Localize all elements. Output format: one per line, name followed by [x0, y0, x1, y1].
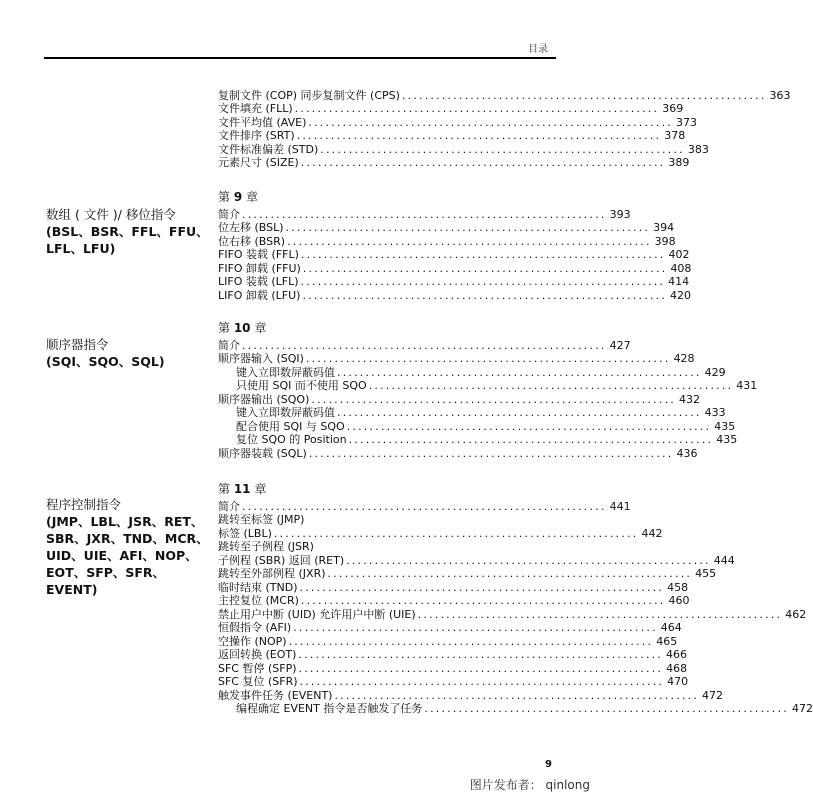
toc-row[interactable]: 配合使用 SQI 与 SQO ................................................................ 435 [236, 419, 736, 433]
section-subheading: (SQI、SQO、SQL) [46, 354, 165, 369]
toc-block-ch10 [218, 338, 758, 460]
toc-row[interactable]: LIFO 装载 (LFL) ................................................................ 414 [218, 275, 690, 288]
toc-row[interactable]: 文件排序 (SRT) ................................................................ 378 [218, 129, 686, 142]
toc-row[interactable]: SFC 复位 (SFR) ................................................................ 470 [218, 675, 689, 688]
toc-row[interactable]: 文件填充 (FLL) ................................................................ 369 [218, 102, 684, 115]
toc-row[interactable]: 键入立即数屏蔽码值 ................................................................ 429 [236, 365, 726, 379]
toc-row[interactable]: 文件标准偏差 (STD) ................................................................ 383 [218, 142, 709, 156]
toc-row[interactable]: 跳转至外部例程 (JXR) ................................................................ 455 [218, 567, 717, 580]
toc-block-ch9 [218, 207, 692, 302]
toc-row[interactable]: FIFO 卸载 (FFU) ................................................................ 408 [218, 261, 692, 275]
section-title-sequencer [46, 336, 211, 370]
header-label: 目录 [528, 44, 548, 55]
header-rule [44, 57, 556, 59]
chapter-heading-9: 第 9 章 [218, 190, 259, 204]
watermark: 图片发布者： qinlong [469, 778, 590, 792]
toc-row[interactable]: 主控复位 (MCR) ................................................................ 460 [218, 594, 690, 607]
toc-row[interactable]: 位左移 (BSL) ................................................................ 394 [218, 221, 675, 234]
toc-row[interactable]: 触发事件任务 (EVENT) ................................................................ 472 [218, 688, 724, 702]
chapter-heading-11: 第 11 章 [218, 482, 267, 496]
toc-row[interactable]: 元素尺寸 (SIZE) ................................................................ 389 [218, 156, 690, 169]
toc-row[interactable]: 编程确定 EVENT 指令是否触发了任务 ................................................................ 472 [236, 702, 813, 715]
toc-row[interactable]: 顺序器装载 (SQL) ................................................................ 436 [218, 446, 698, 460]
section-heading: 数组 ( 文件 )/ 移位指令 [46, 207, 176, 222]
toc-row[interactable]: 键入立即数屏蔽码值 ................................................................ 433 [236, 406, 726, 419]
toc-block-top [218, 88, 791, 169]
toc-row[interactable]: 顺序器输入 (SQI) ................................................................ 428 [218, 352, 695, 365]
toc-row[interactable]: FIFO 装载 (FFL) ................................................................ 402 [218, 248, 690, 261]
section-subheading: (JMP、LBL、JSR、RET、SBR、JXR、TND、MCR、UID、UIE、AFI、NOP、EOT、SFP、SFR、EVENT) [46, 514, 209, 597]
toc-block-ch11 [218, 499, 813, 715]
toc-row[interactable]: 返回转换 (EOT) ................................................................ 466 [218, 648, 688, 661]
page-number: 9 [545, 759, 552, 770]
section-title-program-control [46, 496, 211, 598]
toc-row[interactable]: SFC 暂停 (SFP) ................................................................ 468 [218, 661, 688, 675]
toc-row[interactable]: 简介 ................................................................ 393 [218, 207, 631, 221]
toc-row[interactable]: 跳转至子例程 (JSR) [218, 540, 314, 553]
toc-row[interactable]: 子例程 (SBR) 返回 (RET) ................................................................ 444 [218, 553, 735, 567]
section-title-array-shift [46, 206, 211, 257]
toc-row[interactable]: 简介 ................................................................ 427 [218, 338, 631, 352]
toc-row[interactable]: 位右移 (BSR) ................................................................ 398 [218, 234, 676, 248]
toc-row[interactable]: LIFO 卸载 (LFU) ................................................................ 420 [218, 288, 692, 302]
section-subheading: (BSL、BSR、FFL、FFU、LFL、LFU) [46, 224, 209, 256]
toc-row[interactable]: 复位 SQO 的 Position ................................................................ 435 [236, 433, 738, 446]
toc-row[interactable]: 标签 (LBL) ................................................................ 442 [218, 526, 663, 540]
toc-row[interactable]: 只使用 SQI 而不使用 SQO ................................................................ 431 [236, 379, 758, 392]
toc-row[interactable]: 恒假指令 (AFI) ................................................................ 464 [218, 621, 682, 634]
section-heading: 程序控制指令 [46, 497, 122, 512]
toc-row[interactable]: 简介 ................................................................ 441 [218, 499, 631, 513]
toc-row[interactable]: 复制文件 (COP) 同步复制文件 (CPS) ................................................................ 363 [218, 88, 791, 102]
toc-row[interactable]: 禁止用户中断 (UID) 允许用户中断 (UIE) ................................................................ 462 [218, 607, 807, 621]
chapter-heading-10: 第 10 章 [218, 321, 267, 335]
toc-row[interactable]: 临时结束 (TND) ................................................................ 458 [218, 580, 689, 594]
toc-row[interactable]: 文件平均值 (AVE) ................................................................ 373 [218, 115, 697, 129]
toc-row[interactable]: 顺序器输出 (SQO) ................................................................ 432 [218, 392, 700, 406]
section-heading: 顺序器指令 [46, 337, 109, 352]
toc-row[interactable]: 空操作 (NOP) ................................................................ 465 [218, 634, 678, 648]
toc-row[interactable]: 跳转至标签 (JMP) [218, 513, 305, 526]
